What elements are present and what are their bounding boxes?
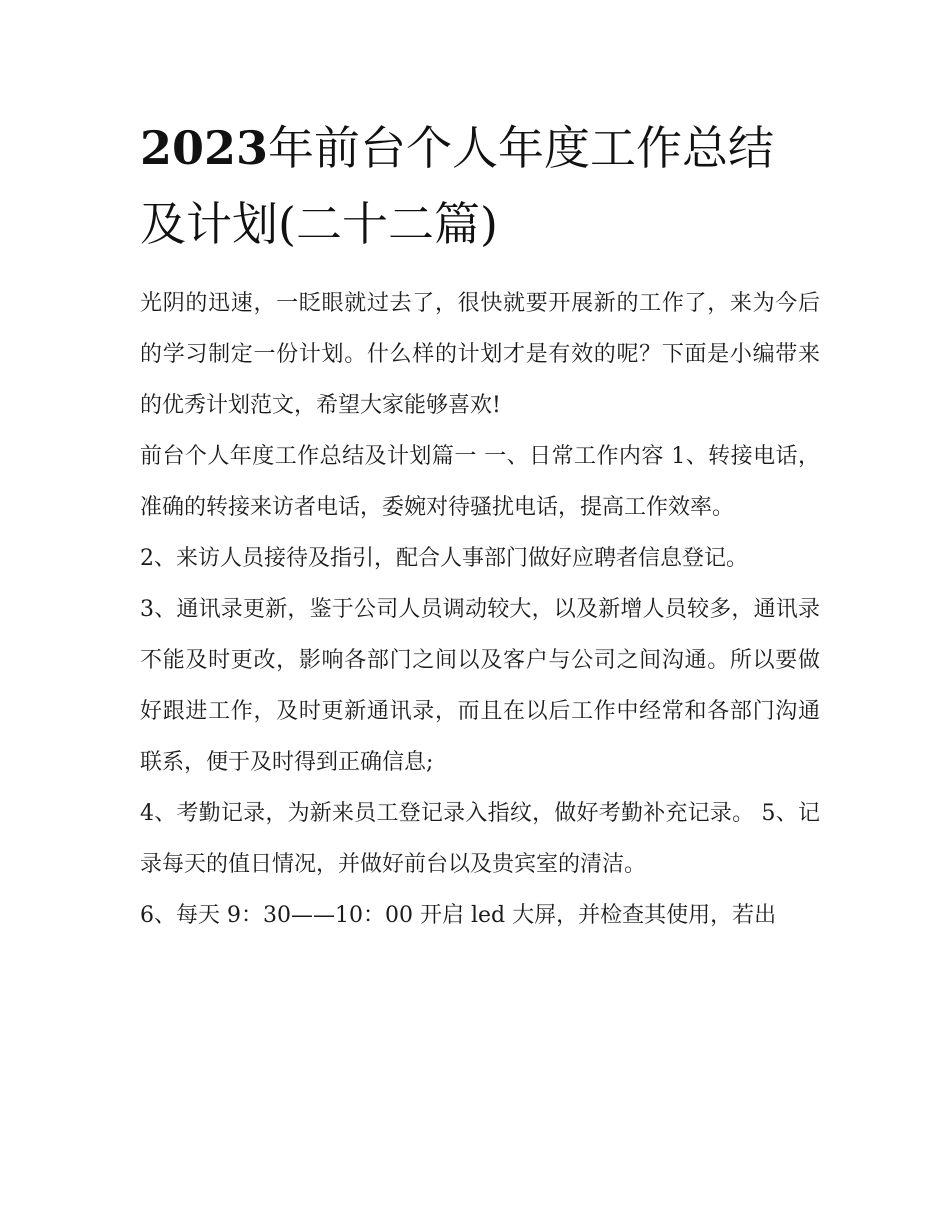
title-year: 2023	[140, 121, 269, 175]
paragraph-item-2: 2、来访人员接待及指引，配合人事部门做好应聘者信息登记。	[140, 546, 748, 571]
paragraph-item-3: 3、通讯录更新，鉴于公司人员调动较大，以及新增人员较多，通讯录不能及时更改，影响各部门之间以及客户与公司之间沟通。所以要做好跟进工作，及时更新通讯录，而且在以后工作中经常和各部门沟通联系，便于及时得到正确信息;	[140, 597, 820, 775]
document-title	[140, 110, 820, 262]
intro-paragraph: 光阴的迅速，一眨眼就过去了，很快就要开展新的工作了，来为今后的学习制定一份计划。什么样的计划才是有效的呢？下面是小编带来的优秀计划范文，希望大家能够喜欢!	[140, 291, 820, 418]
title-line2-text: 及计划(二十二篇)	[140, 197, 498, 251]
document-body	[140, 278, 820, 941]
paragraph-item-6: 6、每天 9：30——10：00 开启 led 大屏，并检查其使用，若出	[140, 903, 777, 928]
title-line1-text: 年前台个人年度工作总结	[268, 121, 775, 175]
paragraph-item-4-5: 4、考勤记录，为新来员工登记录入指纹，做好考勤补充记录。 5、记录每天的值日情况，并做好前台以及贵宾室的清洁。	[140, 801, 820, 877]
paragraph-section-one: 前台个人年度工作总结及计划篇一 一、日常工作内容 1、转接电话，准确的转接来访者电话，委婉对待骚扰电话，提高工作效率。	[140, 444, 820, 520]
